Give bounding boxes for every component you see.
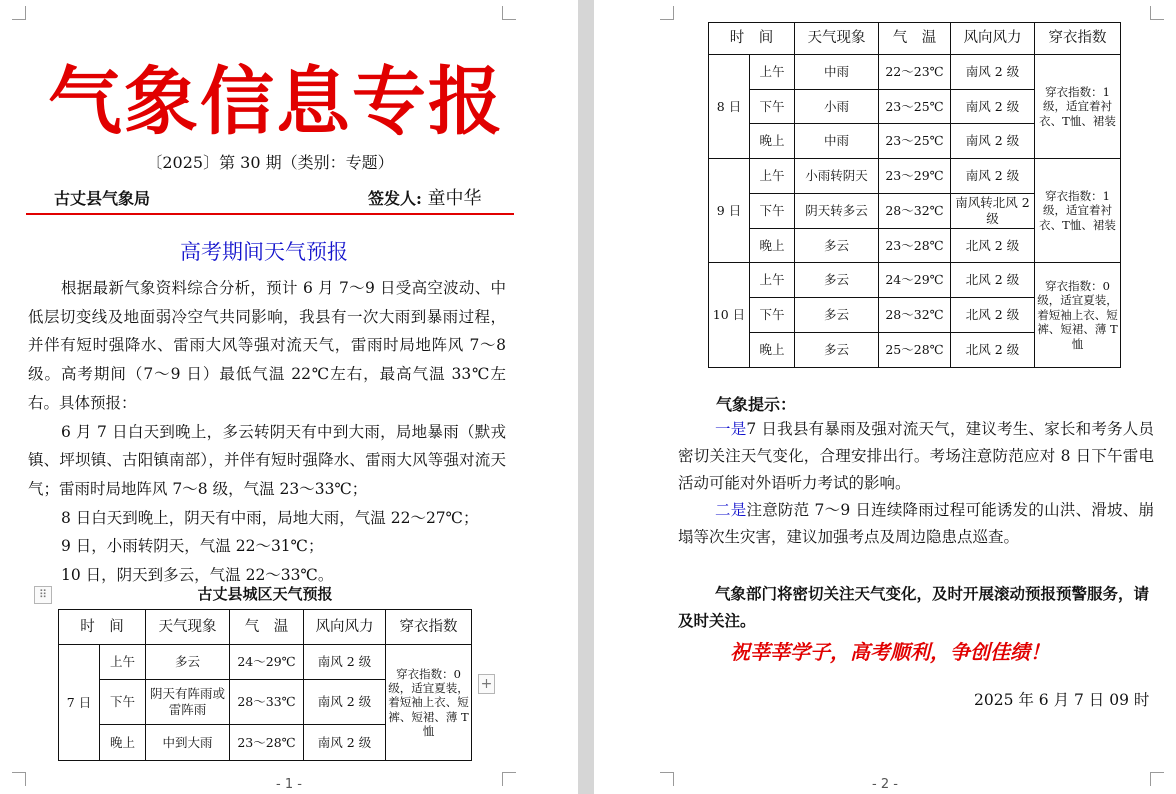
signer-label: 签发人:	[368, 189, 422, 208]
intro-paragraph: 根据最新气象资料综合分析，预计 6 月 7～9 日受高空波动、中低层切变线及地面弱冷空气共同影响，我县有一次大雨到暴雨过程，并伴有短时强降水、雷雨大风等强对流天气，雷雨时局地阵风 7～8 级。高考期间（7～9 日）最低气温 22℃左右，最高气温 33℃左右。具体预报：	[28, 279, 506, 412]
page-number: - 2 -	[872, 777, 898, 792]
tips-heading: 气象提示：	[716, 395, 797, 414]
temperature-cell: 28～33℃	[230, 680, 304, 725]
crop-mark	[502, 6, 516, 20]
intro-paragraph: 9 日，小雨转阴天，气温 22～31℃；	[61, 537, 324, 556]
masthead-title: 气象信息专报	[48, 59, 504, 145]
table-caption: 古丈县城区天气预报	[197, 585, 333, 603]
period-cell: 下午	[100, 680, 146, 725]
tip-paragraph	[678, 497, 1154, 551]
weather-cell: 多云	[146, 645, 230, 680]
period-cell: 上午	[750, 159, 795, 194]
header-dress-index: 穿衣指数	[1035, 23, 1121, 55]
weather-cell: 阴天转多云	[795, 194, 879, 229]
weather-cell: 多云	[795, 298, 879, 333]
temperature-cell: 25～28℃	[879, 333, 951, 368]
temperature-cell: 28～32℃	[879, 194, 951, 229]
temperature-cell: 23～25℃	[879, 90, 951, 124]
temperature-cell: 24～29℃	[879, 263, 951, 298]
tip-lead: 二是	[715, 501, 747, 519]
period-cell: 上午	[750, 263, 795, 298]
header-weather: 天气现象	[795, 23, 879, 55]
temperature-cell: 24～29℃	[230, 645, 304, 680]
temperature-cell: 28～32℃	[879, 298, 951, 333]
temperature-cell: 22～23℃	[879, 55, 951, 90]
issuing-bureau: 古丈县气象局	[54, 189, 151, 208]
tips-text	[678, 416, 1154, 551]
weather-cell: 小雨转阴天	[795, 159, 879, 194]
header-temperature: 气 温	[230, 610, 304, 645]
weather-cell: 中雨	[795, 124, 879, 159]
weather-cell: 多云	[795, 263, 879, 298]
weather-cell: 多云	[795, 229, 879, 263]
wind-cell: 北风 2 级	[951, 263, 1035, 298]
crop-mark	[1150, 6, 1164, 20]
tip-body: 7 日我县有暴雨及强对流天气，建议考生、家长和考务人员密切关注天气变化，合理安排出行。考场注意防范应对 8 日下午雷电活动可能对外语听力考试的影响。	[678, 420, 1154, 492]
period-cell: 晚上	[750, 229, 795, 263]
temperature-cell: 23～29℃	[879, 159, 951, 194]
wind-cell: 北风 2 级	[951, 229, 1035, 263]
period-cell: 下午	[750, 90, 795, 124]
wind-cell: 南风 2 级	[951, 90, 1035, 124]
tip-lead: 一是	[715, 420, 747, 438]
wind-cell: 南风 2 级	[304, 680, 386, 725]
header-wind: 风向风力	[304, 610, 386, 645]
header-time: 时 间	[709, 23, 795, 55]
weather-cell: 阴天有阵雨或雷阵雨	[146, 680, 230, 725]
crop-mark	[12, 6, 26, 20]
dress-index-cell: 穿衣指数：0 级，适宜夏装，着短袖上衣、短裤、短裙、薄 T恤	[1035, 263, 1121, 368]
wind-cell: 南风 2 级	[951, 159, 1035, 194]
intro-text	[28, 274, 506, 590]
page-1	[0, 0, 578, 794]
period-cell: 晚上	[750, 333, 795, 368]
tip-paragraph	[678, 416, 1154, 497]
wind-cell: 北风 2 级	[951, 333, 1035, 368]
wind-cell: 南风 2 级	[304, 725, 386, 761]
header-dress-index: 穿衣指数	[386, 610, 472, 645]
dress-index-cell: 穿衣指数：0 级，适宜夏装，着短袖上衣、短裤、短裙、薄 T恤	[386, 645, 472, 761]
header-wind: 风向风力	[951, 23, 1035, 55]
issue-number: 〔2025〕第 30 期（类别：专题）	[146, 153, 394, 172]
day-cell: 7 日	[59, 645, 100, 761]
crop-mark	[660, 6, 674, 20]
signer-name: 童中华	[427, 188, 482, 209]
header-divider	[26, 213, 514, 215]
weather-cell: 中到大雨	[146, 725, 230, 761]
weather-cell: 多云	[795, 333, 879, 368]
temperature-cell: 23～25℃	[879, 124, 951, 159]
period-cell: 晚上	[100, 725, 146, 761]
day-cell: 8 日	[709, 55, 750, 159]
wind-cell: 南风 2 级	[951, 124, 1035, 159]
wind-cell: 南风 2 级	[951, 55, 1035, 90]
header-temperature: 气 温	[879, 23, 951, 55]
page-number: - 1 -	[276, 777, 302, 792]
tip-body: 注意防范 7～9 日连续降雨过程可能诱发的山洪、滑坡、崩塌等次生灾害，建议加强考点及周边隐患点巡查。	[678, 501, 1154, 546]
wind-cell: 南风 2 级	[304, 645, 386, 680]
intro-paragraph: 8 日白天到晚上，阴天有中雨，局地大雨，气温 22～27℃；	[61, 508, 479, 527]
slogan: 祝莘莘学子，高考顺利，争创佳绩！	[730, 640, 1050, 664]
period-cell: 上午	[100, 645, 146, 680]
weather-cell: 中雨	[795, 55, 879, 90]
period-cell: 下午	[750, 194, 795, 229]
header-weather: 天气现象	[146, 610, 230, 645]
wind-cell: 南风转北风 2 级	[951, 194, 1035, 229]
day-cell: 10 日	[709, 263, 750, 368]
forecast-table-day7	[58, 609, 472, 761]
intro-paragraph: 10 日，阴天到多云，气温 22～33℃。	[61, 566, 334, 585]
dress-index-cell: 穿衣指数：1 级，适宜着衬衣、T恤、裙装	[1035, 55, 1121, 159]
service-commitment: 气象部门将密切关注天气变化，及时开展滚动预报预警服务，请及时关注。	[678, 584, 1150, 630]
period-cell: 上午	[750, 55, 795, 90]
report-headline: 高考期间天气预报	[180, 240, 348, 264]
period-cell: 下午	[750, 298, 795, 333]
dress-index-cell: 穿衣指数：1 级，适宜着衬衣、T恤、裙装	[1035, 159, 1121, 263]
day-cell: 9 日	[709, 159, 750, 263]
weather-cell: 小雨	[795, 90, 879, 124]
table-move-handle[interactable]: ⠿	[34, 586, 52, 604]
wind-cell: 北风 2 级	[951, 298, 1035, 333]
period-cell: 晚上	[750, 124, 795, 159]
intro-paragraph: 6 月 7 日白天到晚上，多云转阴天有中到大雨，局地暴雨（默戎镇、坪坝镇、古阳镇南部），并伴有短时强降水、雷雨大风等强对流天气；雷雨时局地阵风 7～8 级，气温 23～33℃；	[28, 422, 506, 498]
temperature-cell: 23～28℃	[230, 725, 304, 761]
table-add-handle[interactable]: +	[478, 674, 495, 694]
header-time: 时 间	[59, 610, 146, 645]
forecast-table-days-8-10	[708, 22, 1121, 368]
temperature-cell: 23～28℃	[879, 229, 951, 263]
signer-line	[368, 184, 482, 210]
issue-date: 2025 年 6 月 7 日 09 时	[974, 691, 1150, 709]
page-2	[594, 0, 1176, 794]
